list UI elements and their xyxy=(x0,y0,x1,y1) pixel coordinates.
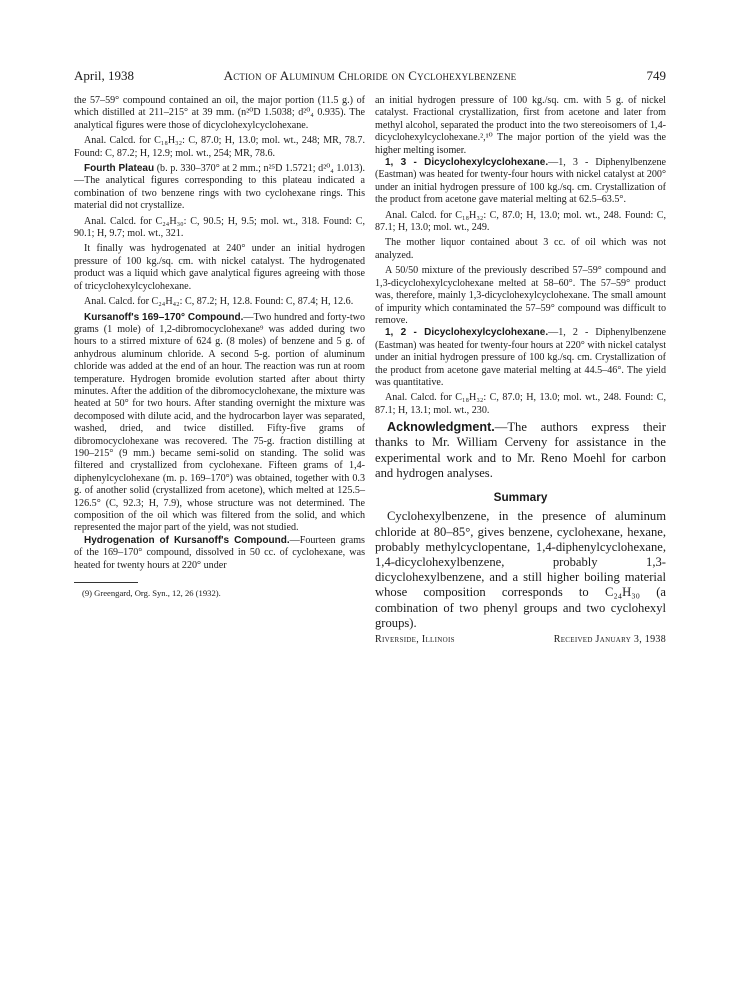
run-in-heading: Acknowledgment. xyxy=(387,420,495,435)
location: Riverside, Illinois xyxy=(375,634,455,645)
left-column xyxy=(74,95,365,599)
acknowledgment: Acknowledgment.—The authors express their thanks to Mr. William Cerveny for assistance in the experimental work and to Mr. Reno Moehl for carbon and hydrogen analyses. xyxy=(375,420,666,480)
analysis-paragraph: Anal. Calcd. for C₁₈H₃₂: C, 87.0; H, 13.0; mol. wt., 248. Found: C, 87.1; H, 13.1; mol. wt., 230. xyxy=(375,392,666,416)
received-date: Received January 3, 1938 xyxy=(553,634,666,645)
run-in-heading: Kursanoff's 169–170° Compound. xyxy=(84,311,244,323)
paragraph: Kursanoff's 169–170° Compound.—Two hundred and forty-two grams (1 mole) of 1,2-dibromocyclohexane⁹ was added during two hours to a stirred mixture of 624 g. (8 moles) of benzene and 5 g. of anhydrous aluminum chloride. A second 5-g. portion of aluminum chloride was added at the end of an hour. The reaction was run at room temperature. Hydrogen bromide evolution started after about thirty minutes. After the addition of the dibromocyclohexane, the mixture was heated at 50° for two hours. After standing overnight the mixture was decomposed with dilute acid, and the hydrocarbon layer was separated, washed, dried, and twice distilled. Fifty-five grams of dibromocyclohexane was recovered. The 75-g. fraction distilling at 190–215° (9 mm.) became semi-solid on standing. The solid was filtered and crystallized from cyclohexane. Fifteen grams of 1,4-diphenylcyclohexane (m. p. 169–170°) was obtained, together with 0.3 g. of another solid (crystallized from acetone), which melted at 125.5–126.5° (C, 92.3; H, 7.9), whose structure was not determined. The composition of the oil which was filtered from the solid, and which represented the major part of the yield, was not studied. xyxy=(74,311,365,534)
paragraph: an initial hydrogen pressure of 100 kg./sq. cm. with 5 g. of nickel catalyst. Fractional crystallization, first from acetone and later from methyl alcohol, separated the product into the two stereoisomers of 1,4-dicyclohexylcyclohexane.²,¹⁰ The major portion of the yield was the higher melting isomer. xyxy=(375,95,666,156)
footnote: (9) Greengard, Org. Syn., 12, 26 (1932). xyxy=(82,588,221,599)
summary-heading: Summary xyxy=(493,489,548,504)
analysis-paragraph: Anal. Calcd. for C₁₈H₃₂: C, 87.0; H, 13.0; mol. wt., 248; MR, 78.7. Found: C, 87.2; H, 12.9; mol. wt., 254; MR, 78.6. xyxy=(74,135,365,159)
paragraph: It finally was hydrogenated at 240° under an initial hydrogen pressure of 100 kg./sq. cm. with nickel catalyst. The hydrogenated product was a liquid which gave analytical figures agreeing with those of tricyclohexylcyclohexane. xyxy=(74,243,365,292)
page-number: 749 xyxy=(646,68,666,83)
paragraph: Fourth Plateau (b. p. 330–370° at 2 mm.; n²⁵D 1.5721; d²⁰₄ 1.013).—The analytical figures corresponding to this plateau indicated a combination of two benzene rings with two cyclohexane rings. This material did not crystallize. xyxy=(74,163,366,212)
paragraph: The mother liquor contained about 3 cc. of oil which was not analyzed. xyxy=(375,237,666,261)
journal-date: April, 1938 xyxy=(74,68,134,83)
paragraph: Hydrogenation of Kursanoff's Compound.—Fourteen grams of the 169–170° compound, dissolved in 50 cc. of cyclohexane, was heated for twenty hours at 220° under xyxy=(74,534,365,571)
run-in-heading: Hydrogenation of Kursanoff's Compound. xyxy=(84,534,290,546)
footnote-rule xyxy=(74,582,138,583)
analysis-paragraph: Anal. Calcd. for C₁₈H₃₂: C, 87.0; H, 13.0; mol. wt., 248. Found: C, 87.1; H, 13.0; mol. wt., 249. xyxy=(375,209,666,234)
run-in-heading: 1, 2 - Dicyclohexylcyclohexane. xyxy=(385,327,549,339)
right-column xyxy=(375,95,666,646)
summary-paragraph: Cyclohexylbenzene, in the presence of aluminum chloride at 80–85°, gives benzene, cyclohexane, hexane, probably methylcyclopentane, 1,4-diphenylcyclohexane, 1,4-dicyclohexylbenzene, probably 1,3-dicyclohexylbenzene, and a still higher boiling material whose composition corresponds to C₂₄H₃₀ (a combination of two phenyl groups and two cyclohexyl groups). xyxy=(375,509,666,630)
paragraph: A 50/50 mixture of the previously described 57–59° compound and 1,3-dicyclohexylcyclohexane melted at 58–60°. The 57–59° product was, therefore, mainly 1,3-dicyclohexylcyclohexane. The small amount of impurity which contaminated the 57–59° compound was difficult to remove. xyxy=(375,265,666,326)
running-header xyxy=(74,68,666,84)
affiliation-line xyxy=(375,634,666,646)
paragraph: 1, 3 - Dicyclohexylcyclohexane.—1, 3 - Diphenylbenzene (Eastman) was heated for twenty-four hours with nickel catalyst at 200° under an initial hydrogen pressure of 100 kg./sq. cm. Crystallization of the product from acetone gave material melting at 62.5–63.5°. xyxy=(375,157,666,206)
article-title: Action of Aluminum Chloride on Cyclohexylbenzene xyxy=(223,68,517,83)
paragraph: 1, 2 - Dicyclohexylcyclohexane.—1, 2 - Diphenylbenzene (Eastman) was heated for twenty-four hours at 220° with nickel catalyst under an initial hydrogen pressure of 100 kg./sq. cm. Crystallization of the product from acetone gave material melting at 44.5–46°. The yield was quantitative. xyxy=(375,327,666,388)
paragraph: the 57–59° compound contained an oil, the major portion (11.5 g.) of which distilled at 211–215° at 39 mm. (n²⁰D 1.5038; d²⁰₄ 0.935). The analytical figures were those of dicyclohexylcyclohexane. xyxy=(74,95,365,131)
analysis-paragraph: Anal. Calcd. for C₂₄H₃₀: C, 90.5; H, 9.5; mol. wt., 318. Found: C, 90.1; H, 9.7; mol. wt., 321. xyxy=(74,215,365,240)
run-in-heading: Fourth Plateau xyxy=(84,163,155,175)
run-in-heading: 1, 3 - Dicyclohexylcyclohexane. xyxy=(385,157,549,169)
analysis-paragraph: Anal. Calcd. for C₂₄H₄₂: C, 87.2; H, 12.8. Found: C, 87.4; H, 12.6. xyxy=(84,296,354,308)
